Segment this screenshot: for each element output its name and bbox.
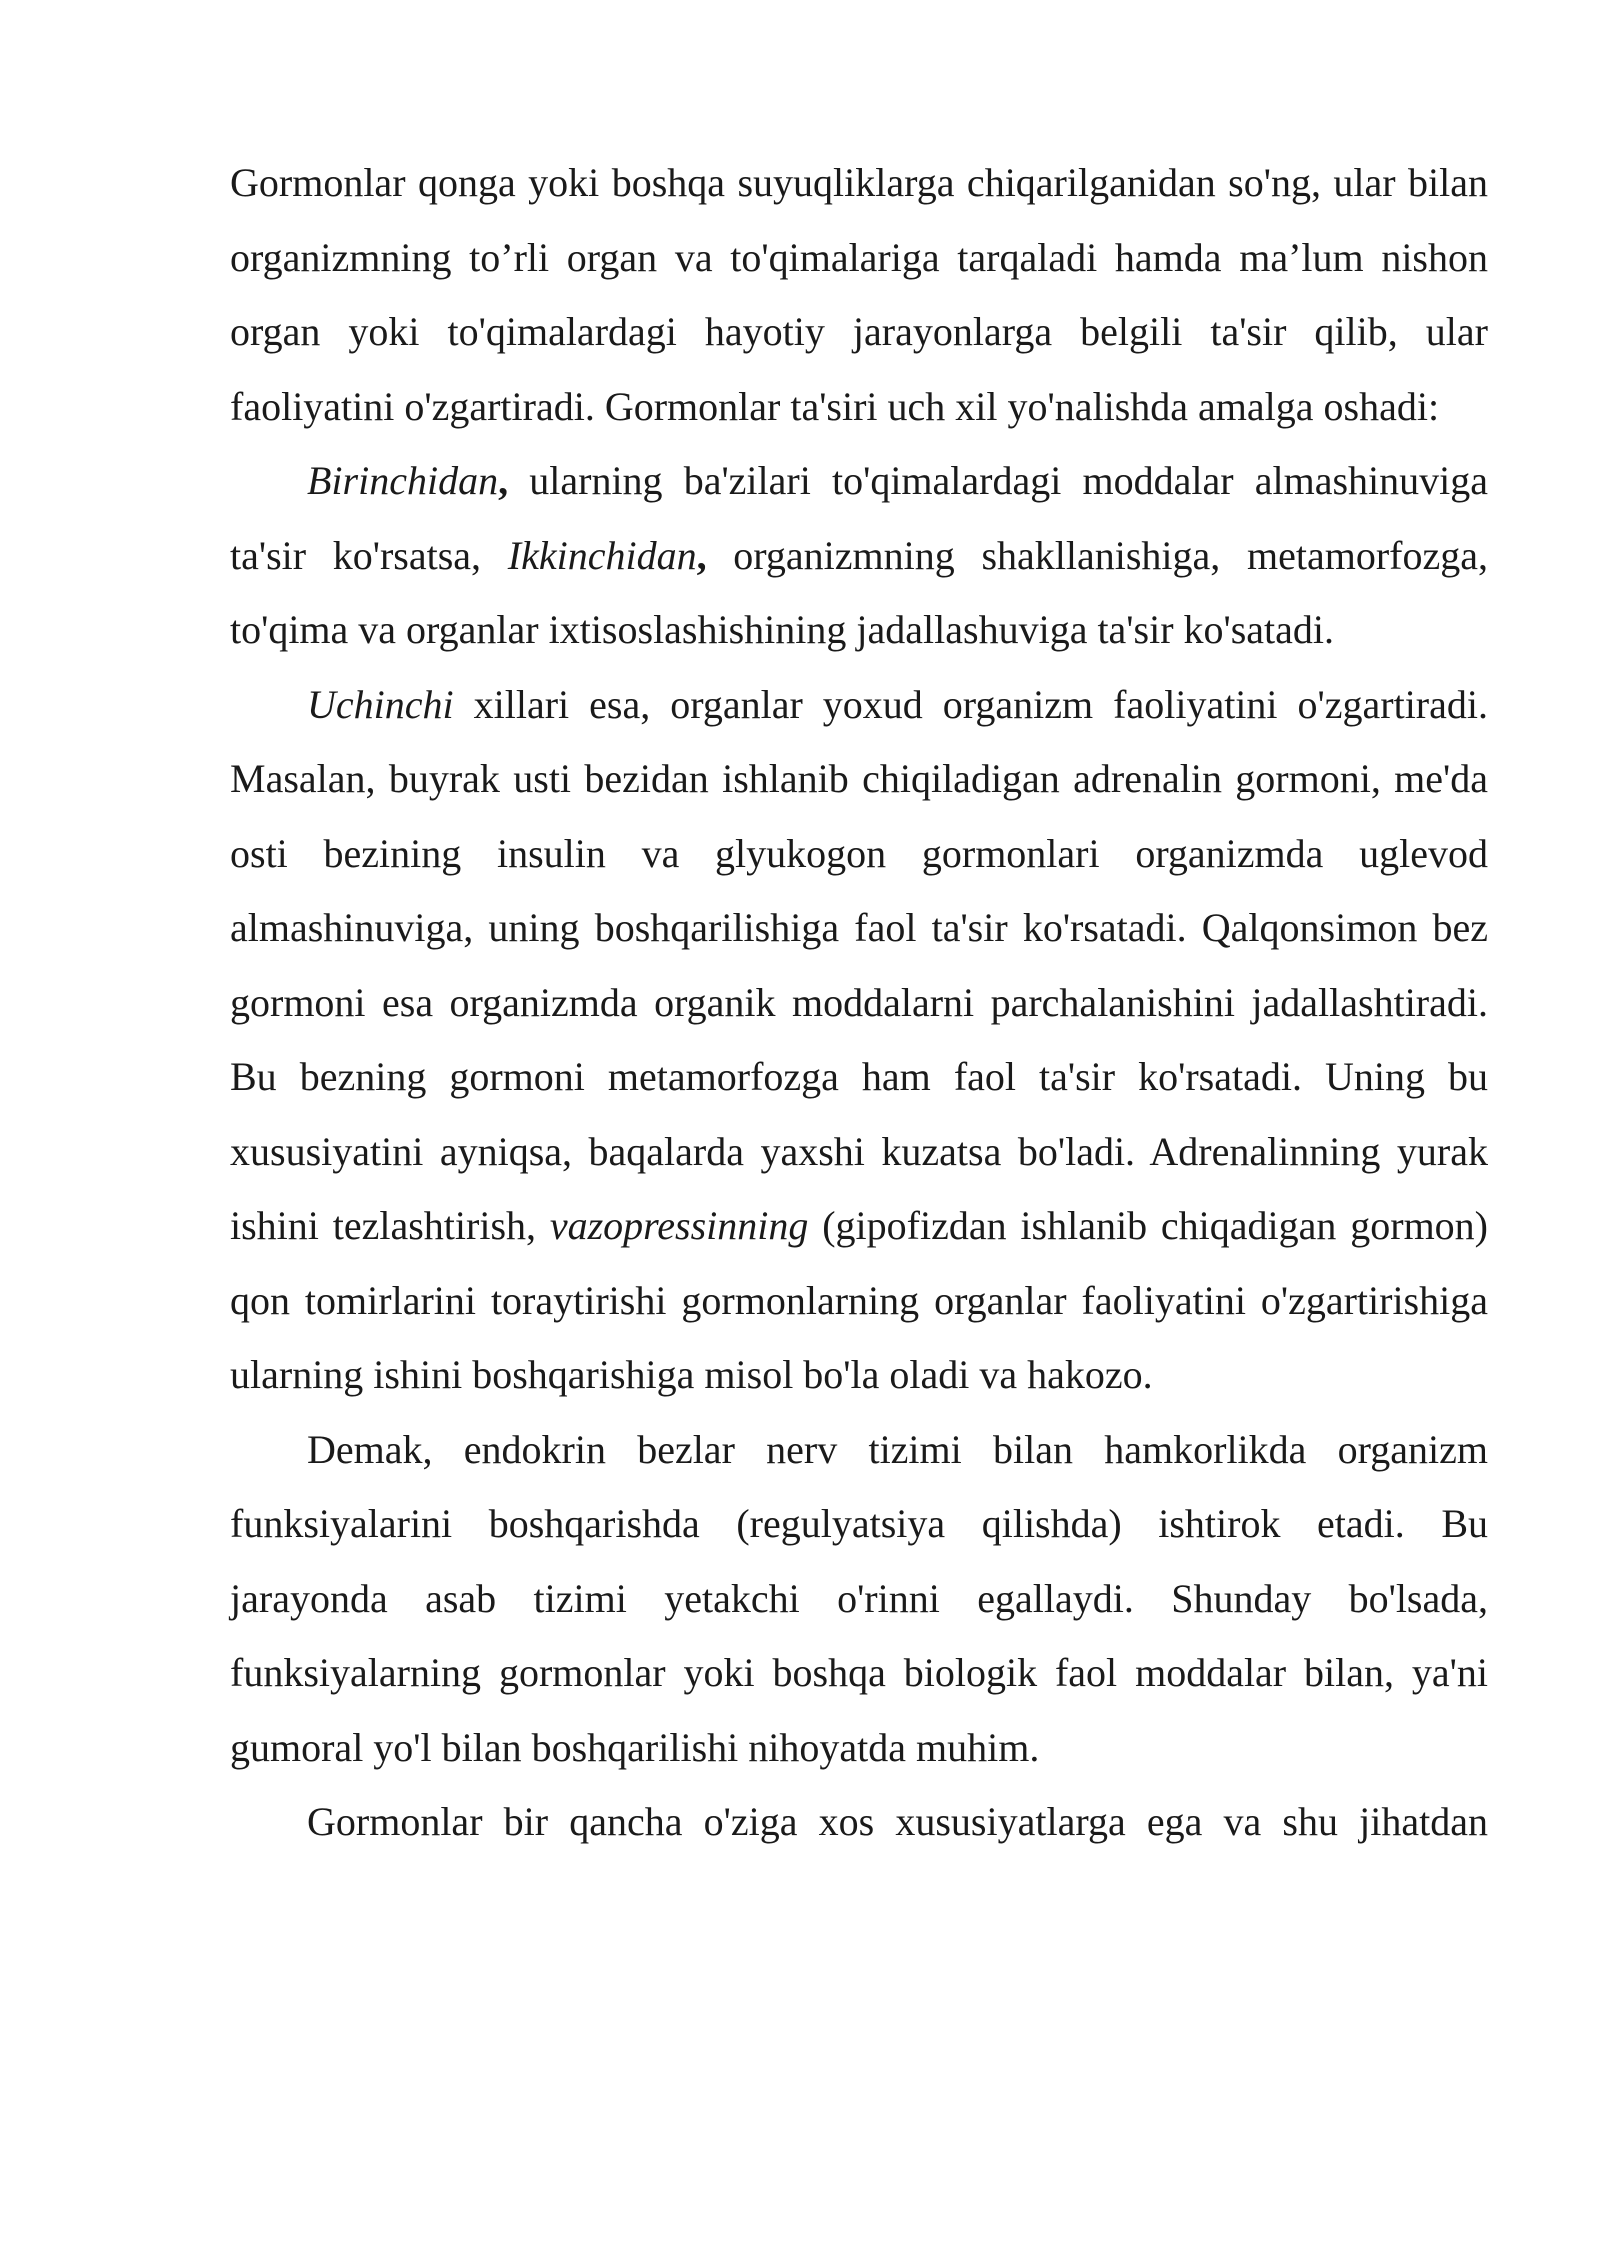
comma-birinchidan: , (498, 458, 509, 503)
document-body (230, 146, 1488, 1860)
paragraph-3-text-a: xillari esa, organlar yoxud organizm faoliyatini o'zgartiradi. Masalan, buyrak usti bezidan ishlanib chiqiladigan adrenalin gormoni, me'da osti bezining insulin va glyukogon gormonlari organizmda uglevod almashinuviga, uning boshqarilishiga faol ta'sir ko'rsatadi. Qalqonsimon bez gormoni esa organizmda organik moddalarni parchalanishini jadallashtiradi. Bu bezning gormoni metamorfozga ham faol ta'sir ko'rsatadi. Uning bu xususiyatini ayniqsa, baqalarda yaxshi kuzatsa bo'ladi. Adrenalinning yurak ishini tezlashtirish, (230, 681, 1488, 1248)
term-birinchidan: Birinchidan (307, 458, 499, 503)
paragraph-5: Gormonlar bir qancha o'ziga xos xususiyatlarga ega va shu jihatdan (307, 1799, 1488, 1844)
paragraph-2-text-a: ularning ba'zilari to'qimalardagi moddalar almashinuviga ta'sir ko'rsatsa, (230, 458, 1488, 578)
term-uchinchi: Uchinchi (307, 681, 454, 727)
term-vazopressinning: vazopressinning (549, 1203, 809, 1248)
paragraph-2-text-b: organizmning shakllanishiga, metamorfozga, to'qima va organlar ixtisoslashishining jadallashuviga ta'sir ko'satadi. (230, 532, 1489, 652)
paragraph-3-text-b: (gipofizdan ishlanib chiqadigan gormon) qon tomirlarini toraytirishi gormonlarning organlar faoliyatini o'zgartirishiga ularning ishini boshqarishiga misol bo'la oladi va hakozo. (230, 1203, 1488, 1397)
term-ikkinchidan: Ikkinchidan (507, 532, 697, 578)
paragraph-3 (230, 668, 1488, 1413)
paragraph-1: Gormonlar qonga yoki boshqa suyuqliklarga chiqarilganidan so'ng, ular bilan organizmning to’rli organ va to'qimalariga tarqaladi hamda ma’lum nishon organ yoki to'qimalardagi hayotiy jarayonlarga belgili ta'sir qilib, ular faoliyatini o'zgartiradi. Gormonlar ta'siri uch xil yo'nalishda amalga oshadi: (230, 160, 1488, 429)
comma-ikkinchidan: , (696, 532, 707, 578)
paragraph-2 (230, 444, 1488, 668)
paragraph-4: Demak, endokrin bezlar nerv tizimi bilan hamkorlikda organizm funksiyalarini boshqarishda (regulyatsiya qilishda) ishtirok etadi. Bu jarayonda asab tizimi yetakchi o'rinni egallaydi. Shunday bo'lsada, funksiyalarning gormonlar yoki boshqa biologik faol moddalar bilan, ya'ni gumoral yo'l bilan boshqarilishi nihoyatda muhim. (230, 1426, 1488, 1770)
